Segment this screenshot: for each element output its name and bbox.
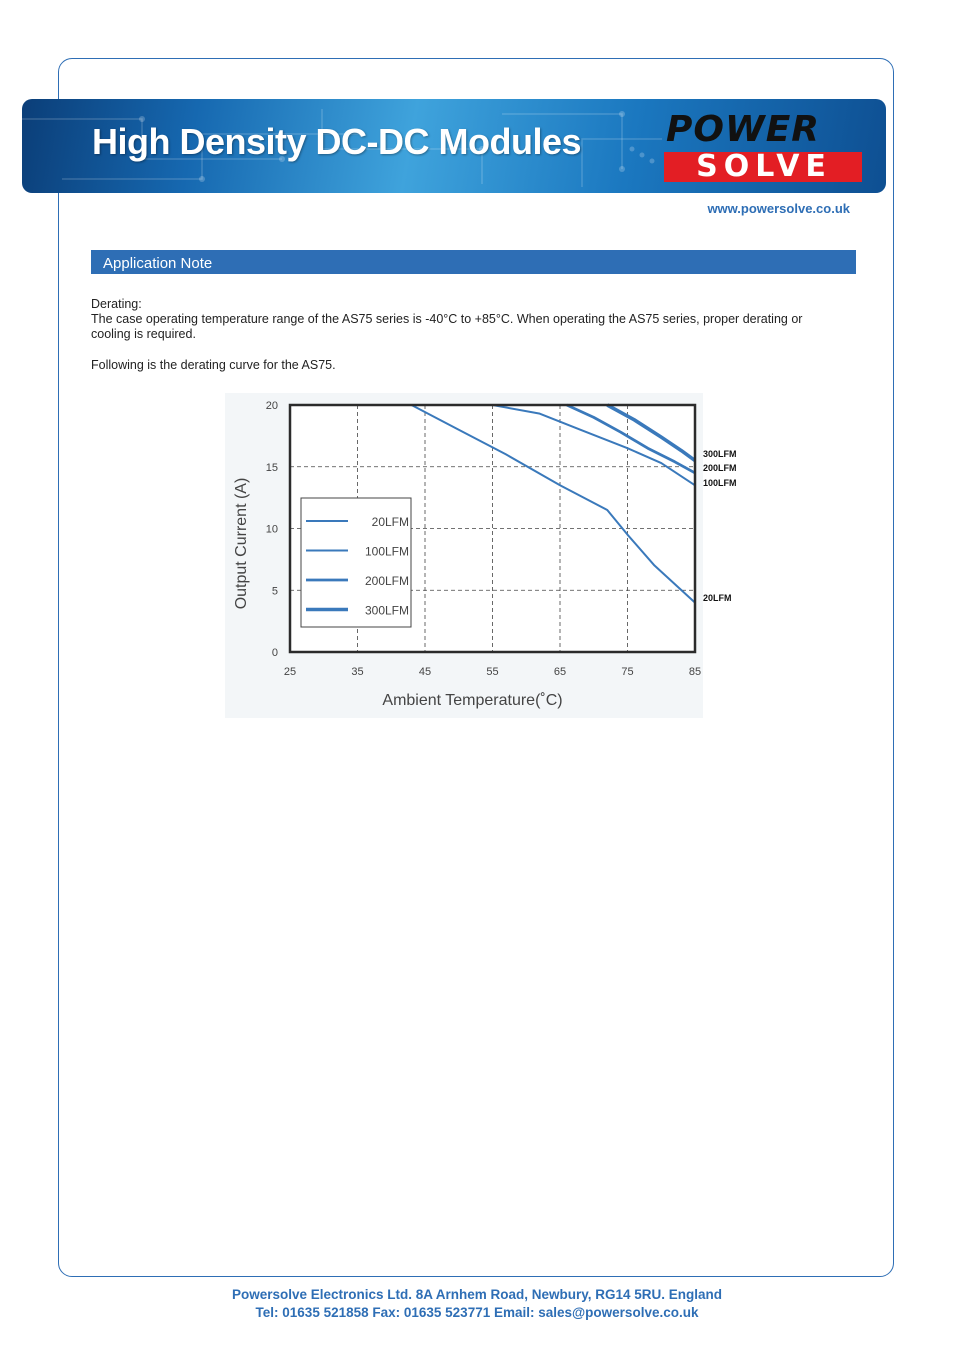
logo-text-power: POWER (666, 109, 821, 150)
legend-label-300LFM: 300LFM (364, 603, 409, 618)
legend-label-200LFM: 200LFM (364, 574, 409, 588)
end-label-300LFM: 300LFM (703, 449, 737, 459)
derating-heading: Derating: (91, 297, 142, 311)
legend-label-20LFM: 20LFM (371, 515, 409, 529)
footer-address: Powersolve Electronics Ltd. 8A Arnhem Road, Newbury, RG14 5RU. England (231, 1287, 723, 1302)
document-title: High Density DC-DC Modules (92, 121, 582, 162)
derating-chart (225, 393, 755, 718)
end-label-200LFM: 200LFM (703, 463, 737, 473)
x-tick-label: 65 (553, 666, 567, 678)
powersolve-logo (662, 109, 868, 185)
section-title: Application Note (103, 255, 213, 272)
x-tick-label: 85 (688, 666, 702, 678)
logo-text-solve: SOLVE (696, 149, 832, 184)
end-label-20LFM: 20LFM (703, 593, 732, 603)
y-tick-label: 15 (265, 461, 278, 474)
y-tick-label: 20 (265, 400, 278, 412)
x-tick-label: 75 (621, 666, 634, 678)
y-tick-label: 5 (271, 585, 278, 598)
x-axis-title: Ambient Temperature(˚C) (382, 692, 563, 709)
website-link[interactable]: www.powersolve.co.uk (707, 201, 850, 216)
x-tick-label: 55 (486, 666, 499, 678)
legend-label-100LFM: 100LFM (364, 544, 409, 559)
derating-paragraph: The case operating temperature range of the AS75 series is -40°C to +85°C. When operating the AS75 series, proper derating or cooling is required. (91, 312, 803, 341)
derating-chart-svg (225, 393, 755, 718)
header-banner (22, 99, 886, 193)
y-tick-label: 10 (265, 523, 278, 536)
x-tick-label: 35 (351, 666, 364, 678)
x-tick-label: 25 (283, 666, 297, 678)
x-tick-label: 45 (418, 666, 432, 678)
end-label-100LFM: 100LFM (703, 478, 737, 488)
y-tick-label: 0 (271, 647, 278, 659)
curve-intro: Following is the derating curve for the AS75. (91, 358, 336, 372)
y-axis-title: Output Current (A) (233, 477, 250, 610)
section-header (91, 250, 856, 274)
footer-contact: Tel: 01635 521858 Fax: 01635 523771 Email: sales@powersolve.co.uk (255, 1305, 699, 1320)
